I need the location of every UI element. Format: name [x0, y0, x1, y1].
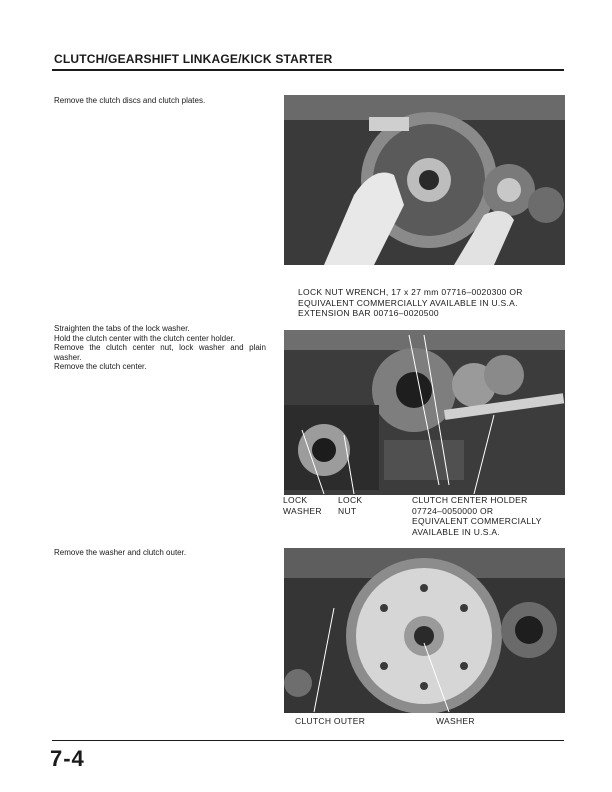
callout-line: CLUTCH CENTER HOLDER [412, 495, 528, 505]
section-header: CLUTCH/GEARSHIFT LINKAGE/KICK STARTER [54, 52, 333, 66]
callout-line: LOCK NUT WRENCH, 17 x 27 mm 07716–0020300 OR [298, 287, 523, 297]
callout-lock-nut [338, 495, 362, 516]
callout-clutch-outer: CLUTCH OUTER [295, 716, 366, 726]
photo-clutch-center [284, 330, 565, 495]
step-text: Remove the clutch discs and clutch plates. [54, 96, 206, 105]
photo-clutch-discs-image [284, 95, 565, 265]
callout-line: 07724–0050000 OR [412, 505, 494, 516]
photo-clutch-discs [284, 95, 565, 265]
step-remove-discs [54, 96, 266, 106]
callout-line: EXTENSION BAR 00716–0020500 [298, 308, 439, 318]
step-line: Hold the clutch center with the clutch center holder. [54, 333, 235, 343]
callout-washer: WASHER [436, 716, 475, 726]
photo-clutch-center-image [284, 330, 565, 495]
footer-rule [52, 740, 564, 741]
callout-line: EQUIVALENT COMMERCIALLY [412, 516, 542, 526]
step-line: Straighten the tabs of the lock washer. [54, 324, 190, 333]
callout-line: EQUIVALENT COMMERCIALLY AVAILABLE IN U.S.A. [298, 297, 518, 308]
page-number: 7-4 [50, 746, 85, 771]
step-remove-clutch-center [54, 324, 266, 372]
callout-lock-nut-wrench [298, 287, 523, 319]
callout-line: LOCK [338, 495, 363, 505]
photo-clutch-outer [284, 548, 565, 713]
callout-clutch-center-holder [412, 495, 542, 537]
step-remove-clutch-outer [54, 548, 266, 558]
step-text: Remove the washer and clutch outer. [54, 548, 187, 557]
step-line: Remove the clutch center nut, lock washer and plain washer. [54, 343, 266, 362]
callout-lock-washer [283, 495, 322, 516]
step-line: Remove the clutch center. [54, 362, 147, 371]
callout-line: WASHER [283, 505, 322, 516]
header-rule [52, 69, 564, 71]
callout-line: LOCK [283, 495, 308, 505]
callout-line: NUT [338, 505, 357, 516]
callout-line: AVAILABLE IN U.S.A. [412, 526, 501, 537]
photo-clutch-outer-image [284, 548, 565, 713]
